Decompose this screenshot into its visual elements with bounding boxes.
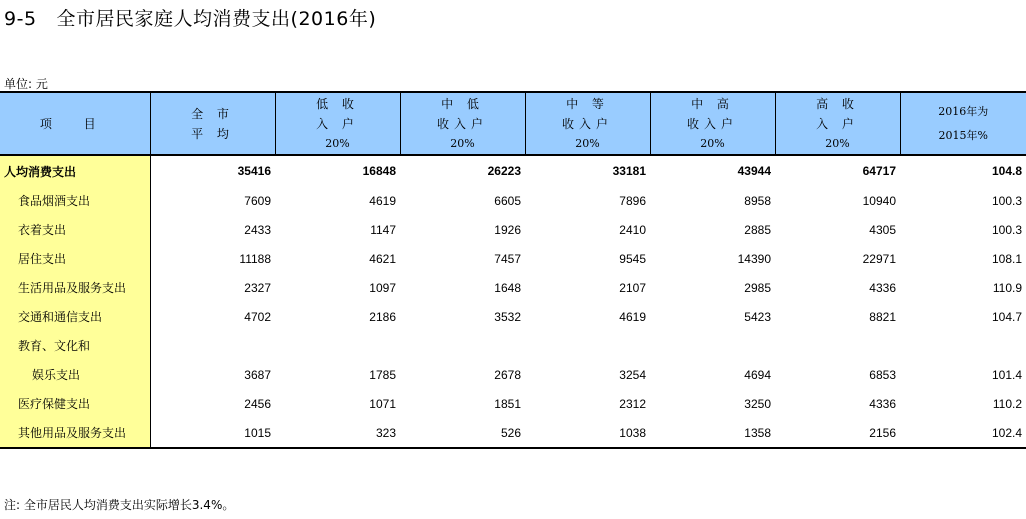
cell: 1926 [494,222,521,237]
cell: 104.7 [991,309,1022,324]
table-row [0,273,1026,302]
cell: 3250 [744,396,771,411]
table-row [0,389,1026,418]
cell: 26223 [487,164,521,178]
expenditure-table [0,91,1026,449]
table-row [0,302,1026,331]
cell: 7457 [494,251,521,266]
cell: 101.4 [991,367,1022,382]
cell: 100.3 [991,193,1022,208]
cell [400,331,525,360]
cell: 2156 [775,418,900,448]
cell: 4305 [869,222,896,237]
cell [525,331,650,360]
table-row [0,215,1026,244]
cell: 3687 [244,367,271,382]
row-label: 生活用品及服务支出 [0,273,150,302]
header-label: 低 收 [316,96,359,111]
cell: 2107 [619,280,646,295]
table-row [0,360,1026,389]
cell: 4336 [869,396,896,411]
cell: 1038 [525,418,650,448]
table-title: 全市居民家庭人均消费支出(2016年) [56,8,377,30]
row-label: 教育、文化和 [0,331,150,360]
header-label: 20% [825,136,850,150]
header-label: 入 户 [316,116,359,131]
row-label: 医疗保健支出 [0,389,150,418]
cell: 323 [275,418,400,448]
cell: 1648 [494,280,521,295]
table-row-total [0,155,1026,186]
row-label: 居住支出 [0,244,150,273]
table-number: 9-5 [4,8,37,30]
header-label: 收入户 [436,116,488,131]
header-item [0,92,150,155]
cell: 35416 [237,164,271,178]
header-label: 2015年% [938,128,988,142]
header-label: 2016年为 [938,104,989,118]
cell: 108.1 [991,251,1022,266]
row-label: 娱乐支出 [0,360,150,389]
cell: 4621 [369,251,396,266]
cell: 2456 [244,396,271,411]
cell: 4619 [369,193,396,208]
cell: 6605 [494,193,521,208]
cell: 2410 [619,222,646,237]
cell: 7609 [244,193,271,208]
header-label: 20% [450,136,475,150]
cell: 2885 [744,222,771,237]
cell: 3254 [619,367,646,382]
header-lower-middle-income [400,92,525,155]
cell: 22971 [862,251,896,266]
header-high-income [775,92,900,155]
cell: 2186 [369,309,396,324]
cell: 5423 [744,309,771,324]
header-label: 项 目 [39,116,110,131]
table-row [0,418,1026,448]
unit-label: 单位: 元 [4,77,48,91]
table-row [0,186,1026,215]
cell: 110.2 [992,396,1022,411]
cell: 8958 [744,193,771,208]
header-label: 高 收 [816,96,859,111]
cell [275,331,400,360]
header-growth-index [900,92,1026,155]
header-row [0,92,1026,155]
row-label: 人均消费支出 [0,155,150,186]
footnote: 注: 全市居民人均消费支出实际增长3.4%。 [4,498,235,512]
cell: 4694 [744,367,771,382]
cell [775,331,900,360]
cell: 2312 [619,396,646,411]
cell: 1851 [494,396,521,411]
cell: 11188 [239,251,271,266]
header-city-average [150,92,275,155]
cell: 6853 [869,367,896,382]
cell: 2327 [244,280,271,295]
cell: 100.3 [991,222,1022,237]
header-label: 收入户 [561,116,613,131]
header-low-income [275,92,400,155]
cell: 33181 [612,164,646,178]
row-label: 食品烟酒支出 [0,186,150,215]
cell: 64717 [862,164,896,178]
row-label: 衣着支出 [0,215,150,244]
cell: 8821 [869,309,896,324]
header-label: 入 户 [816,116,859,131]
row-label: 其他用品及服务支出 [0,418,150,448]
header-label: 平 均 [191,126,234,141]
cell: 1785 [369,367,396,382]
cell: 3532 [494,309,521,324]
header-middle-income [525,92,650,155]
cell [150,331,275,360]
cell: 102.4 [900,418,1026,448]
header-label: 中 低 [441,96,484,111]
cell: 7896 [619,193,646,208]
cell: 4619 [619,309,646,324]
cell: 110.9 [992,280,1022,295]
header-label: 20% [700,136,725,150]
header-label: 20% [325,136,350,150]
header-label: 全 市 [191,106,234,121]
header-label: 20% [575,136,600,150]
cell [900,331,1026,360]
cell: 1015 [150,418,275,448]
cell: 10940 [862,193,896,208]
row-label: 交通和通信支出 [0,302,150,331]
cell: 9545 [619,251,646,266]
header-upper-middle-income [650,92,775,155]
header-label: 收入户 [686,116,738,131]
cell: 4702 [244,309,271,324]
cell: 1071 [369,396,396,411]
cell [650,331,775,360]
cell: 43944 [737,164,771,178]
cell: 1358 [650,418,775,448]
cell: 2678 [494,367,521,382]
page-title [4,4,376,31]
cell: 16848 [362,164,396,178]
header-label: 中 高 [691,96,734,111]
cell: 2985 [744,280,771,295]
cell: 14390 [737,251,771,266]
table-row [0,331,1026,360]
cell: 4336 [869,280,896,295]
cell: 1147 [370,222,396,237]
cell: 526 [400,418,525,448]
cell: 1097 [369,280,396,295]
table-row [0,244,1026,273]
cell: 2433 [244,222,271,237]
header-label: 中 等 [566,96,609,111]
cell: 104.8 [991,164,1022,178]
